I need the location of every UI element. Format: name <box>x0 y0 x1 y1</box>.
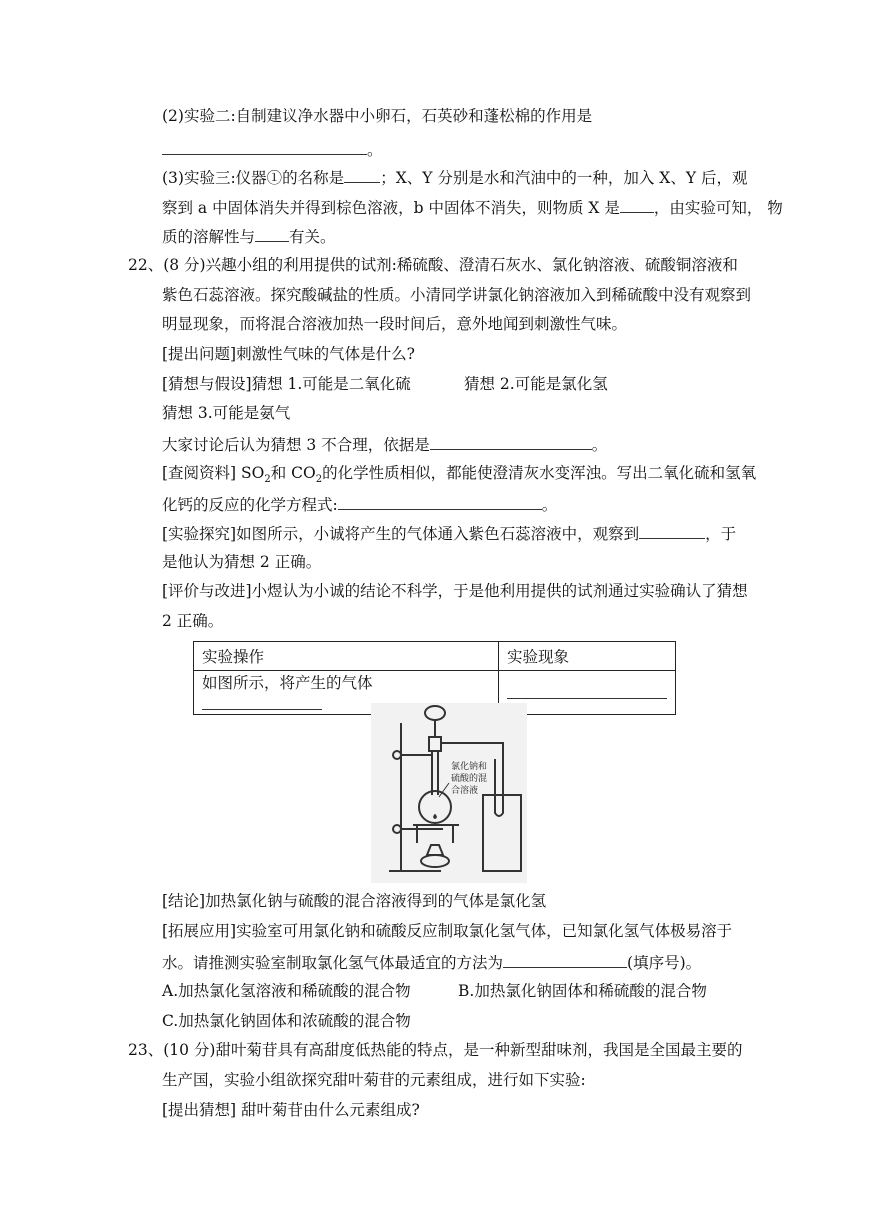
answer-blank[interactable] <box>255 225 289 242</box>
q22-evaluate-line1: [评价与改进]小煜认为小诚的结论不科学，于是他利用提供的试剂通过实验确认了猜想 <box>162 582 748 600</box>
q22-question: [提出问题]刺激性气味的气体是什么? <box>162 345 415 363</box>
q23-stem-line2: 生产国，实验小组欲探究甜叶菊苷的元素组成，进行如下实验: <box>162 1071 586 1089</box>
q22-conclusion: [结论]加热氯化钠与硫酸的混合溶液得到的气体是氯化氢 <box>162 892 547 910</box>
q22-reference-line1: [查阅资料] $SO_2$和 $CO_2$的化学性质相似，都能使澄清灰水变浑浊。写出二氧化硫和氢氧 <box>162 464 757 486</box>
q23-stem-line1: 23、(10 分)甜叶菊苷具有高甜度低热能的特点，是一种新型甜味剂，我国是全国最主要的 <box>128 1041 743 1059</box>
figure-label-line2: 硫酸的混 <box>451 774 488 784</box>
answer-blank[interactable] <box>338 493 542 510</box>
table-header-row <box>194 642 676 671</box>
q22-reference-line2: 化钙的反应的化学方程式: 。 <box>162 493 557 515</box>
q22-hypothesis-1: [猜想与假设]猜想 1.可能是二氧化硫 <box>162 375 411 393</box>
figure-label-line3: 合溶液 <box>451 786 479 796</box>
figure-label-line1: 氯化钠和 <box>451 762 488 772</box>
answer-blank[interactable] <box>162 138 367 155</box>
q21-part3-line3: 质的溶解性与 有关。 <box>162 225 336 247</box>
answer-blank[interactable] <box>639 522 705 539</box>
table-header-phenomenon: 实验现象 <box>499 642 676 671</box>
q22-stem-line2: 紫色石蕊溶液。探究酸碱盐的性质。小清同学讲氯化钠溶液加入到稀硫酸中没有观察到 <box>162 286 752 304</box>
q22-stem-line3: 明显现象，而将混合溶液加热一段时间后，意外地闻到刺激性气味。 <box>162 315 628 333</box>
table-header-operation: 实验操作 <box>194 642 499 671</box>
q22-hypothesis-3: 猜想 3.可能是氨气 <box>162 404 291 422</box>
answer-blank[interactable] <box>344 166 380 183</box>
q22-discussion: 大家讨论后认为猜想 3 不合理，依据是 。 <box>162 433 607 455</box>
apparatus-figure <box>371 703 527 883</box>
answer-blank[interactable] <box>620 196 654 213</box>
answer-blank[interactable] <box>507 682 667 699</box>
q21-part2-line1: (2)实验二:自制建议净水器中小卵石，石英砂和蓬松棉的作用是 <box>162 107 593 125</box>
q22-explore-line2: 是他认为猜想 2 正确。 <box>162 553 322 571</box>
answer-blank[interactable] <box>503 951 627 968</box>
answer-blank[interactable] <box>202 693 322 710</box>
q22-extension-line1: [拓展应用]实验室可用氯化钠和硫酸反应制取氯化氢气体，已知氯化氢气体极易溶于 <box>162 922 733 940</box>
apparatus-drawing <box>371 703 527 883</box>
q22-evaluate-line2: 2 正确。 <box>162 612 224 630</box>
answer-blank[interactable] <box>430 433 592 450</box>
q23-guess: [提出猜想] 甜叶菊苷由什么元素组成? <box>162 1101 420 1119</box>
table-cell-operation: 如图所示，将产生的气体 <box>194 671 499 715</box>
q22-option-c: C.加热氯化钠固体和浓硫酸的混合物 <box>162 1012 411 1030</box>
q21-part2-answer-line: 。 <box>162 138 383 160</box>
q22-hypothesis-2: 猜想 2.可能是氯化氢 <box>464 375 608 393</box>
q21-part3-line1: (3)实验三:仪器①的名称是 ；X、Y 分别是水和汽油中的一种，加入 X、Y 后，观 <box>162 166 748 188</box>
q22-option-a: A.加热氯化氢溶液和稀硫酸的混合物 <box>162 982 411 1000</box>
q22-option-b: B.加热氯化钠固体和稀硫酸的混合物 <box>458 982 707 1000</box>
q22-extension-line2: 水。请推测实验室制取氯化氢气体最适宜的方法为 (填序号)。 <box>162 951 701 973</box>
q22-explore-line1: [实验探究]如图所示，小诚将产生的气体通入紫色石蕊溶液中，观察到 ，于 <box>162 522 736 544</box>
q22-stem-line1: 22、(8 分)兴趣小组的利用提供的试剂:稀硫酸、澄清石灰水、氯化钠溶液、硫酸铜溶液和 <box>128 256 738 274</box>
q21-part3-line2: 察到 a 中固体消失并得到棕色溶液，b 中固体不消失，则物质 X 是 ，由实验可知， 物 <box>162 196 783 218</box>
